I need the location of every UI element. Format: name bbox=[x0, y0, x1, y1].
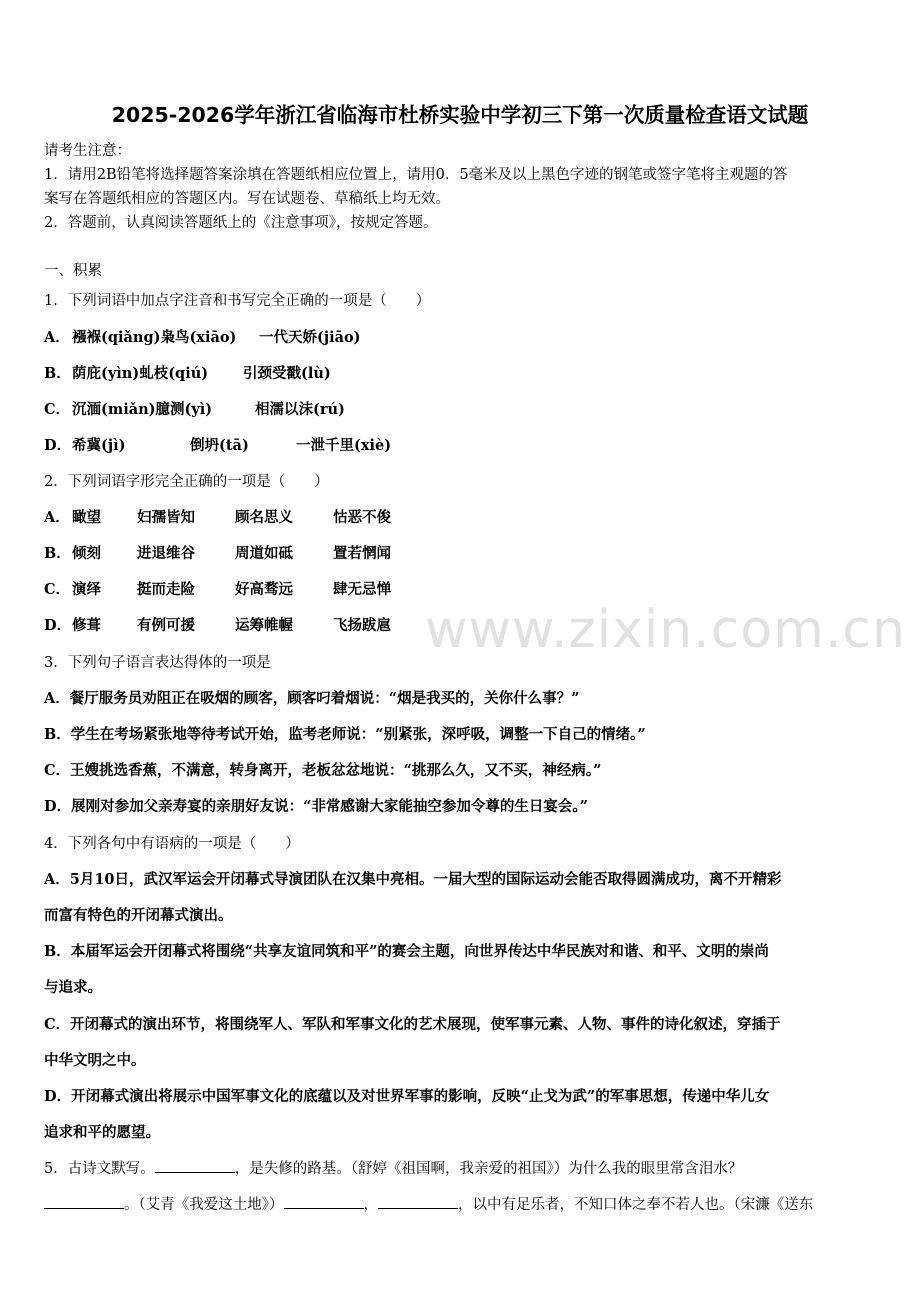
section-heading: 一、积累 bbox=[44, 263, 102, 279]
option-text: 希冀(jì) bbox=[72, 437, 126, 454]
option-label: B． bbox=[44, 365, 71, 382]
q5-line1 bbox=[44, 1157, 742, 1178]
q4-option-b-line1: B．本届军运会开闭幕式将围绕“共享友谊同筑和平”的赛会主题，向世界传达中华民族对和谐、和平、文明的崇尚 bbox=[44, 943, 769, 960]
answer-blank[interactable] bbox=[155, 1158, 235, 1173]
answer-blank[interactable] bbox=[44, 1194, 124, 1209]
q4-option-d-line1: D．开闭幕式演出将展示中国军事文化的底蕴以及对世界军事的影响，反映“止戈为武”的军事思想，传递中华儿女 bbox=[44, 1088, 770, 1105]
watermark: www.zixin.com.cn bbox=[425, 600, 906, 660]
q5-text: ，以中有足乐者，不知口体之奉不若人也。（宋濂《送东 bbox=[458, 1197, 814, 1213]
q1-stem: 1．下列词语中加点字注音和书写完全正确的一项是（ ） bbox=[44, 293, 431, 309]
option-text: 襁褓(qiǎng)枭鸟(xiāo) bbox=[72, 329, 237, 346]
option-word: 运筹帷幄 bbox=[235, 617, 293, 634]
option-text: 引颈受戳(lù) bbox=[243, 365, 331, 382]
q3-option-b: B．学生在考场紧张地等待考试开始，监考老师说：“别紧张，深呼吸，调整一下自己的情绪。” bbox=[44, 726, 646, 743]
option-word: 修葺 bbox=[72, 617, 101, 634]
option-word: 怙恶不俊 bbox=[333, 509, 391, 526]
option-label: D． bbox=[44, 437, 72, 454]
q4-option-a-line1: A．5月10日，武汉军运会开闭幕式导演团队在汉集中亮相。一届大型的国际运动会能否取得圆满成功，离不开精彩 bbox=[44, 871, 782, 888]
notice-heading: 请考生注意： bbox=[44, 143, 131, 159]
option-label: A． bbox=[44, 329, 70, 346]
notice-item-1b: 案写在答题纸相应的答题区内。写在试题卷、草稿纸上均无效。 bbox=[44, 191, 450, 207]
notice-item-2: 2．答题前，认真阅读答题纸上的《注意事项》，按规定答题。 bbox=[44, 215, 438, 231]
q2-stem: 2．下列词语字形完全正确的一项是（ ） bbox=[44, 474, 329, 490]
q1-option-b bbox=[44, 362, 884, 384]
q4-option-b-line2: 与追求。 bbox=[44, 979, 102, 996]
option-text: 沉湎(miǎn)臆测(yì) bbox=[72, 401, 213, 418]
q1-option-c bbox=[44, 398, 884, 420]
q4-option-c-line1: C．开闭幕式的演出环节，将围绕军人、军队和军事文化的艺术展现，使军事元素、人物、事件的诗化叙述，穿插于 bbox=[44, 1016, 781, 1033]
answer-blank[interactable] bbox=[284, 1194, 364, 1209]
q5-text: ，是失修的路基。（舒婷《祖国啊，我亲爱的祖国》）为什么我的眼里常含泪水？ bbox=[234, 1161, 743, 1177]
notice-item-1a: 1．请用2B铅笔将选择题答案涂填在答题纸相应位置上，请用0．5毫米及以上黑色字迹的钢笔或签字笔将主观题的答 bbox=[44, 167, 788, 183]
option-word: 妇孺皆知 bbox=[137, 509, 195, 526]
option-label: B． bbox=[44, 545, 71, 562]
q5-line2 bbox=[44, 1193, 813, 1214]
q1-option-d bbox=[44, 434, 884, 456]
q4-stem: 4．下列各句中有语病的一项是（ ） bbox=[44, 836, 300, 852]
q4-option-a-line2: 而富有特色的开闭幕式演出。 bbox=[44, 907, 233, 924]
q5-text: ， bbox=[363, 1197, 378, 1213]
option-label: A． bbox=[44, 509, 70, 526]
option-label: D． bbox=[44, 617, 72, 634]
option-word: 好高骛远 bbox=[235, 581, 293, 598]
q3-stem: 3．下列句子语言表达得体的一项是 bbox=[44, 655, 271, 671]
option-text: 一泄千里(xiè) bbox=[296, 437, 392, 454]
q2-option-b bbox=[44, 542, 884, 564]
option-word: 挺而走险 bbox=[137, 581, 195, 598]
option-label: C． bbox=[44, 401, 71, 418]
q4-option-c-line2: 中华文明之中。 bbox=[44, 1052, 146, 1069]
q4-option-d-line2: 追求和平的愿望。 bbox=[44, 1124, 160, 1141]
option-text: 一代天娇(jiāo) bbox=[259, 329, 361, 346]
q3-option-a: A．餐厅服务员劝阻正在吸烟的顾客，顾客叼着烟说：“烟是我买的，关你什么事？” bbox=[44, 690, 580, 707]
option-word: 进退维谷 bbox=[137, 545, 195, 562]
q3-option-c: C．王嫂挑选香蕉，不满意，转身离开，老板忿忿地说：“挑那么久，又不买，神经病。” bbox=[44, 762, 602, 779]
q2-option-c bbox=[44, 578, 884, 600]
q3-option-d: D．展刚对参加父亲寿宴的亲朋好友说：“非常感谢大家能抽空参加令尊的生日宴会。” bbox=[44, 798, 589, 815]
option-word: 置若惘闻 bbox=[333, 545, 391, 562]
q1-option-a bbox=[44, 326, 884, 348]
answer-blank[interactable] bbox=[378, 1194, 458, 1209]
q5-text: 。（艾青《我爱这土地》） bbox=[124, 1197, 284, 1213]
option-word: 顾名思义 bbox=[235, 509, 293, 526]
option-word: 有例可援 bbox=[137, 617, 195, 634]
q5-stem: 5．古诗文默写。 bbox=[44, 1161, 155, 1177]
option-word: 飞扬跋扈 bbox=[333, 617, 391, 634]
option-text: 相濡以沫(rú) bbox=[255, 401, 345, 418]
option-word: 肆无忌惮 bbox=[333, 581, 391, 598]
option-word: 倾刻 bbox=[72, 545, 101, 562]
option-text: 荫庇(yìn)虬枝(qiú) bbox=[72, 365, 209, 382]
option-text: 倒坍(tā) bbox=[190, 437, 249, 454]
option-word: 周道如砥 bbox=[235, 545, 293, 562]
option-word: 瞰望 bbox=[72, 509, 101, 526]
option-word: 演绎 bbox=[72, 581, 101, 598]
option-label: C． bbox=[44, 581, 71, 598]
q2-option-a bbox=[44, 506, 884, 528]
page-title: 2025-2026学年浙江省临海市杜桥实验中学初三下第一次质量检查语文试题 bbox=[111, 103, 809, 127]
